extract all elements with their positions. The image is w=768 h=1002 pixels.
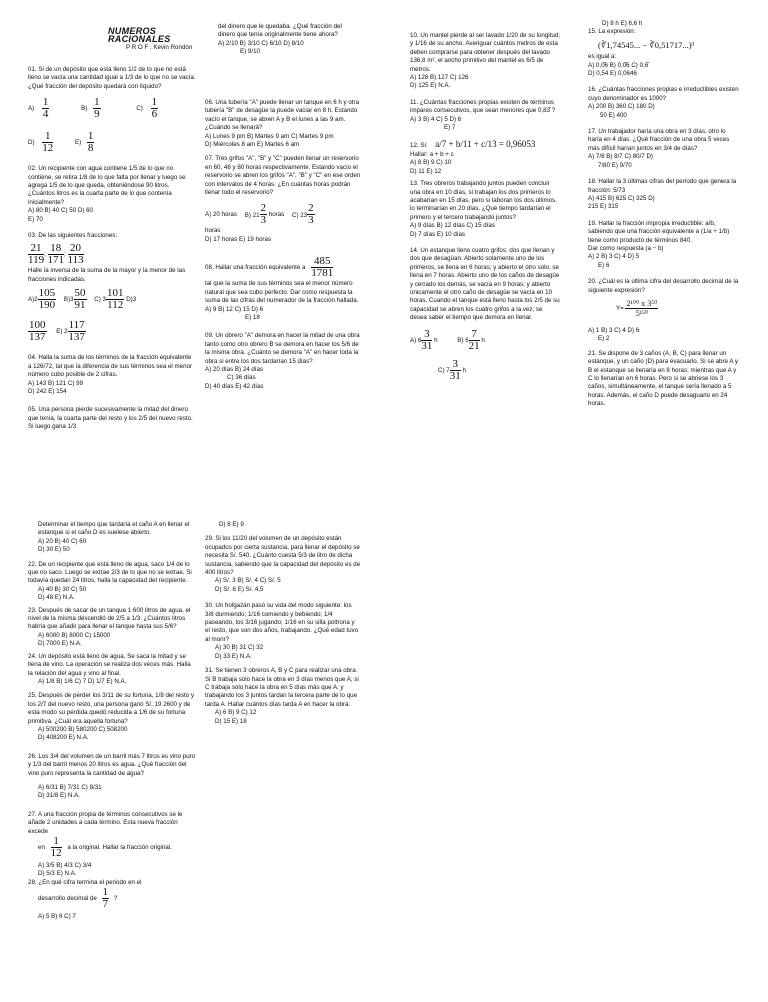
question-24: 24. Un depósito está lleno de agua. Se saca la mitad y se llena de vino. La operación se realiza dos veces más. Halla la relación del agua y vino al final. bbox=[28, 652, 191, 677]
q14-options-3: D) 8 h E) 6,6 h bbox=[602, 20, 643, 27]
q9-options-2: C) 36 días bbox=[227, 374, 256, 382]
q9-options: A) 20 días B) 24 días bbox=[205, 365, 264, 373]
q20-expression: Y= $\frac{\text{2¹⁰⁰ x 3⁵⁰}}{\text{5¹⁵⁰}}$ bbox=[616, 298, 658, 318]
q8-options: A) 9 B) 12 C) 15 D) 6 bbox=[205, 305, 264, 313]
q28-fraction: $\frac{1}{7}$ bbox=[102, 886, 109, 911]
q11-options-2: E) 7 bbox=[444, 124, 456, 132]
q1-fraction-a: $\frac{1}{4}$ bbox=[42, 96, 49, 121]
q26-options-2: D) 31/8 E) N.A. bbox=[38, 792, 80, 800]
q23-options: A) 6000 B) 8000 C) 15000 bbox=[38, 631, 111, 639]
q1-option-a: A) bbox=[28, 105, 35, 113]
q28-options: A) 5 B) 6 C) 7 bbox=[38, 913, 76, 921]
question-09: 09. Un obrero "A" demora en hacer la mitad de una obra tanto como otro obrero B se demora en hacer los 5/6 de la misma obra. ¿Cuánto se demora "A" en hacer toda la obra si entre los dos tardarían 15 días? bbox=[205, 332, 360, 365]
question-23: 23. Después de sacar de un tanque 1 600 litros de agua, el nivel de la misma descendió de 2/5 a 1/3. ¿Cuántos litros habría que añadir para llenar el tanque hasta sus 5/6? bbox=[28, 606, 191, 631]
q3-options-row-1: A)2 $\frac{105}{190}$ B)3 $\frac{50}{91}$ C) 3 $\frac{101}{112}$ D)3 bbox=[28, 287, 137, 312]
q22-options: A) 40 B) 30 C) 50 bbox=[38, 585, 87, 593]
q1-option-e: E) bbox=[75, 139, 82, 147]
q1-fraction-e: $\frac{1}{8}$ bbox=[87, 130, 94, 155]
q1-options-row-2 bbox=[28, 131, 196, 157]
question-01: 01. Si de un depósito que está lleno 1/2 de lo que no está lleno se vacía una cantidad igual a 1/3 de lo que no se vacía. ¿Qué fracción del depósito quedará con líquido? bbox=[28, 66, 196, 90]
q11-options: A) 3 B) 4 C) 5 D) 6 bbox=[410, 115, 462, 123]
q1-fraction-c: $\frac{1}{6}$ bbox=[151, 96, 158, 121]
q3-fraction-d: $\frac{100}{137}$ bbox=[29, 319, 46, 344]
q15-options: A) 0,0̂6 B) 0,0̂6 C) 0,6̂ bbox=[588, 61, 649, 69]
question-07: 07. Tres grifos "A", "B" y "C" pueden llenar un reservorio en 60, 48 y 80 horas respectivamente. Estando vacío el reservorio se abren los grifos "A", "B" y "C" en ese orden con intervalos de 4 horas. ¿En cuántas horas podrán llenar todo el reservorio? bbox=[205, 155, 361, 197]
q3-fraction-2: $\frac{18}{171}$ bbox=[47, 242, 65, 267]
q27-fraction-row: en $\frac{1}{12}$ a la original. Hallar la fracción original. bbox=[38, 835, 172, 859]
q21-options: A) 20 B) 40 C) 60 bbox=[38, 537, 87, 545]
question-05: 05. Una persona pierde sucesivamente la mitad del dinero que tenía, la cuarta parte del resto y los 2/5 del nuevo resto. Si luego gana 1/3 bbox=[28, 406, 193, 431]
question-10: 10. Un mantel pierde al ser lavado 1/20 de su longitud; y 1/16 de su ancho. Averiguar cuántos metros de esta deben comprarse para obtener después del lavado 136,8 m², el ancho primitivo del mantel es 6/5 de metros. bbox=[410, 32, 560, 73]
q23-options-2: D) 7000 E) N.A. bbox=[38, 640, 82, 648]
question-06: 06. Una tubería "A" puede llenar un tanque en 6 h y otra tubería "B" de desagüe la puede vaciar en 8 h. Estando vacío el tanque, se abren A y B el lunes a las 9 am. ¿Cuándo se llenará? bbox=[205, 99, 360, 132]
question-02: 02. Un recipiente con agua contiene 1/5 de lo que no contiene, se retira 1/8 de lo que falta por llenar y luego se agrega 1/5 de lo que queda, obteniéndose 90 litros. ¿Cuántos litros es la cuarta parte de lo que contenía inicialmente? bbox=[28, 165, 186, 206]
question-31: 31. Se tienen 3 obreros A, B y C para realizar una obra. Si B trabaja solo hace la obra en 3 días menos que A; si C trabaja solo hace la obra en 5 días más que A; y trabajando los 3 juntos tardan la tercera parte de lo que tarda A. Hallar cuántos días tarda A en hacer la obra. bbox=[205, 667, 359, 708]
q25-options-2: D) 408200 E) N.A. bbox=[38, 734, 89, 742]
q24-options: A) 1/8 B) 1/6 C) 7 D) 1/7 E) N.A. bbox=[38, 677, 127, 685]
question-27: 27. A una fracción propia de términos consecutivos se le añade 2 unidades a cada término. Esta nueva fracción excede bbox=[28, 810, 183, 835]
question-14: 14. Un estanque lleno cuatro grifos: dos que llenan y dos que desagüan. Abierto solamente uno de los primeros, se llena en 6 horas; y abierto el otro solo, se llena en 7 horas. Abierto uno de los caños de desagüe y cerrado los demás, se vacía en 9 horas; y abierto únicamente el otro caño de desagüe se vacía en 10 horas. Cuando el tanque está lleno hasta los 2/5 de su capacidad se abren los cuatro grifos a la vez; se desea saber el tiempo que demora en llenar. bbox=[410, 246, 560, 322]
question-12: 12. Si: a/7 + b/11 + c/13 = 0,96053 bbox=[410, 139, 536, 150]
q16-options: A) 200 B) 360 C) 180 D) bbox=[588, 103, 655, 111]
q19-text: Dar como respuesta (a − b) bbox=[588, 244, 664, 252]
question-16: 16. ¿Cuántas fracciones propias e irreductibles existen cuyo denominador es 1000? bbox=[588, 86, 739, 102]
question-19: 19. Hallar la fracción impropia irreductible: a/b, sabiendo que una fracción equivalente a (1/a + 1/b) tiene como producto de términos 840. bbox=[588, 219, 730, 244]
document-title-block bbox=[108, 27, 218, 52]
q19-options: A) 2 B) 3 C) 4 D) 5 bbox=[588, 253, 640, 261]
q3-fractions: $\frac{21}{119}$ ; $\frac{18}{171}$ ; $\frac{20}{113}$ bbox=[28, 242, 84, 267]
question-28: 28. ¿En qué cifra termina el periodo en el bbox=[28, 878, 142, 886]
q3-text: Halle la inversa de la suma de la mayor y la menor de las fracciones indicadas. bbox=[28, 267, 186, 283]
q7-options-row: A) 20 horas B) 21 $\frac{2}{3}$ horas C) 23 $\frac{2}{3}$ bbox=[205, 202, 314, 227]
question-08-row bbox=[205, 256, 361, 280]
question-26: 26. Los 3/4 del volumen de un barril más 7 litros es vino puro y 1/3 del barril menos 20 litros es agua. ¿Qué fracción del vino puro representa la cantidad de agua? bbox=[28, 752, 196, 777]
q8-fraction: $\frac{485}{1781}$ bbox=[311, 255, 334, 280]
q3-fraction-c: $\frac{101}{112}$ bbox=[106, 287, 124, 312]
q14-options-row-2: C) 7 $\frac{3}{31}$ h bbox=[438, 357, 466, 382]
question-20: 20. ¿Cuál es la última cifra del desarrollo decimal de la siguiente expresión? bbox=[588, 278, 739, 294]
q27-options: A) 3/5 B) 4/3 C) 3/4 bbox=[38, 862, 92, 869]
q8-options-2: E) 18 bbox=[245, 313, 260, 321]
q12-equation: a/7 + b/11 + c/13 = 0,96053 bbox=[435, 139, 536, 150]
q3-fraction-3: $\frac{20}{113}$ bbox=[67, 242, 84, 267]
question-03: 03. De las siguientes fracciones: bbox=[28, 232, 118, 240]
question-15: 15. La expresión: bbox=[588, 28, 636, 36]
q3-fraction-e: $\frac{117}{137}$ bbox=[68, 319, 85, 344]
continuation-text: del dinero que le quedaba. ¿Qué fracción del dinero que tenía originalmente tiene ahora? bbox=[218, 23, 342, 39]
q12-options: A) 8 B) 9 C) 10 bbox=[410, 159, 452, 167]
q1-option-b: B) bbox=[81, 105, 88, 113]
continuation-options: A) 2/10 B) 3/10 C) 6/10 D) 8/10 bbox=[218, 39, 304, 47]
column-5 bbox=[28, 521, 196, 922]
q3-fraction-b: $\frac{50}{91}$ bbox=[74, 287, 86, 312]
q1-option-c: C) bbox=[136, 105, 143, 113]
q12-text: Hallar: a + b + c bbox=[410, 150, 454, 158]
q14-options-row-1: A) 6 $\frac{3}{31}$ h B) 6 $\frac{7}{21}$ h bbox=[410, 327, 485, 352]
q3-fraction-1: $\frac{21}{119}$ bbox=[28, 242, 45, 267]
question-25: 25. Después de perder los 3/11 de su fortuna, 1/8 del resto y los 2/7 del nuevo resto, una persona ganó S/. 19 2600 y de esta modo su pérdida quedó reducida a 1/6 de su fortuna primitiva. ¿Cuál era aquella fortuna? bbox=[28, 692, 195, 725]
q13-options-2: D) 7 días E) 10 días bbox=[410, 230, 466, 238]
q7-fraction-b: $\frac{2}{3}$ bbox=[260, 202, 267, 227]
q14-fraction-a: $\frac{3}{31}$ bbox=[421, 327, 433, 352]
q6-options-2: D) Miércoles 8 am E) Martes 6 am bbox=[205, 141, 300, 149]
question-21: 21. Se dispone de 3 caños (A, B, C) para llenar un estanque, y un caño (D) para evacuarlo. Si se abre A y B el estanque se llenaría en 8 horas; mientras que A y C lo llenarían en 6 horas. Pero si se abriese los 3 caños, simultáneamente, el tanque sería llenado a 5 horas. Además, el caño D puede desaguarlo en 24 horas. bbox=[588, 349, 738, 408]
q18-options: A) 415 B) 625 C) 325 D) bbox=[588, 194, 655, 202]
q31-options-2: D) 15 E) 18 bbox=[215, 717, 247, 725]
q21-continuation: Determinar el tiempo que tardaría el caño A en llenar el estanque si el caño D es suelese abierto. bbox=[38, 521, 190, 537]
q18-options-2: 215 E) 315 bbox=[588, 203, 619, 211]
question-11: 11. ¿Cuántas fracciones propias existen de términos impares consecutivos, que sean menores que 0,83̂ ? bbox=[410, 98, 556, 115]
q4-options-2: D) 242 E) 154 bbox=[28, 387, 67, 395]
q29-options: A) S/. 3 B) S/. 4 C) S/. 5 bbox=[215, 577, 281, 585]
q29-options-2: D) S/. 6 E) S/. 4,5 bbox=[215, 585, 264, 593]
q20-options: A) 1 B) 3 C) 4 D) 6 bbox=[588, 326, 640, 334]
q1-fraction-b: $\frac{1}{9}$ bbox=[94, 96, 100, 121]
q26-options: A) 6/31 B) 7/31 C) 8/31 bbox=[38, 783, 102, 791]
q14-fraction-c: $\frac{3}{31}$ bbox=[449, 357, 461, 382]
q7-options-2: D) 17 horas E) 19 horas bbox=[205, 235, 272, 243]
q3-options-row-2: $\frac{100}{137}$ E) 2 $\frac{117}{137}$ bbox=[29, 319, 85, 344]
q15-text: es igual a: bbox=[588, 53, 617, 61]
q27-fraction: $\frac{1}{12}$ bbox=[50, 835, 62, 859]
author: P R O F . Kevin Rondón bbox=[126, 43, 193, 51]
q10-options-2: D) 125 E) N.A. bbox=[410, 82, 451, 90]
question-08: 08. Hallar una fracción equivalente a bbox=[205, 264, 306, 272]
q15-options-2: D) 0,54 E) 0,0646 bbox=[588, 70, 637, 78]
question-30: 30. Un holgazán pasó su vida del modo siguiente: los 3/8 durmiendo; 1/16 comiendo y bebiendo; 1/4 paseando, los 3/16 jugando; 1/16 en su silla poltrona y el resto, que son dos años, trabajando. ¿Qué edad tuvo al morir? bbox=[205, 602, 359, 643]
column-1 bbox=[28, 66, 196, 432]
q20-options-2: E) 2 bbox=[598, 335, 610, 343]
q1-options-row-1 bbox=[28, 97, 196, 123]
q3-fraction-a: $\frac{105}{190}$ bbox=[38, 287, 56, 312]
question-22: 22. De un recipiente que está lleno de agua, saco 1/4 de lo que no saco. Luego se extrae 2/3 de lo que no se extrae. Si todavía quedan 24 litros, halla la capacidad del recipiente. bbox=[28, 560, 192, 585]
q25-options: A) 500200 B) 580200 C) 508200 bbox=[38, 725, 128, 733]
q14-fraction-b: $\frac{7}{21}$ bbox=[468, 327, 480, 352]
q28-fraction-row: desarrollo decimal de $\frac{1}{7}$ ? bbox=[38, 886, 118, 911]
continuation-options-2: E) 9/10 bbox=[240, 48, 260, 56]
q12-options-2: D) 11 E) 12 bbox=[410, 167, 442, 175]
q28-options-2: D) 8 E) 9 bbox=[219, 521, 244, 528]
q8-text: tal que la suma de sus términos sea el menor número natural que sea cubo perfecto. Dar como respuesta la suma de las cifras del numerador de la fracción hallada. bbox=[205, 280, 359, 305]
q22-options-2: D) 48 E) N.A. bbox=[38, 594, 75, 602]
q21-options-2: D) 30 E) 50 bbox=[38, 546, 70, 554]
question-17: 17. Un trabajador haría una obra en 3 días, otro lo haría en 4 días. ¿Qué fracción de una obra 5 veces más difícil harían juntos en 3/4 de días? bbox=[588, 128, 730, 152]
q7-fraction-c: $\frac{2}{3}$ bbox=[308, 202, 314, 227]
question-18: 18. Hallar la 3 últimas cifras del período que genera la fracción: 5/73 bbox=[588, 178, 737, 194]
q30-options-2: D) 33 E) N.A. bbox=[215, 652, 252, 660]
q16-options-2: 50 E) 400 bbox=[600, 111, 627, 119]
question-04: 04. Halla la suma de los términos de la fracción equivalente a 126/72, tal que la diferencia de sus términos sea el menor número cubo posible de 2 cifras. bbox=[28, 354, 193, 379]
q17-options: A) 7/8 B) 8/7 C) 80/7 D) bbox=[588, 153, 653, 161]
q7-c-unit: horas bbox=[205, 227, 221, 235]
question-13: 13. Tres obreros trabajando juntos pueden concluir una obra en 10 días, si trabajan los dos primeros lo acabarían en 15 días, pero si laboran los dos últimos, lo terminarían en 20 días. ¿Qué tiempo tardarían el primero y el tercero trabajando juntos? bbox=[410, 180, 557, 221]
q30-options: A) 30 B) 31 C) 32 bbox=[215, 644, 264, 652]
q13-options: A) 9 días B) 12 días C) 15 días bbox=[410, 222, 495, 230]
q2-options: A) 80 B) 40 C) 50 D) 60 bbox=[28, 207, 93, 215]
q27-options-2: D) 5/3 E) N.A. bbox=[38, 870, 77, 878]
q31-options: A) 6 B) 9 C) 12 bbox=[215, 709, 257, 717]
q17-options-2: 7/80 E) 9/70 bbox=[598, 161, 632, 169]
column-4 bbox=[588, 20, 740, 409]
q19-options-2: E) 6 bbox=[598, 261, 610, 269]
q6-options: A) Lunes 9 pm B) Martes 9 am C) Martes 9 pm bbox=[205, 132, 334, 140]
q1-fraction-d: $\frac{1}{12}$ bbox=[42, 130, 54, 155]
column-6 bbox=[205, 521, 361, 726]
q1-option-d: D) bbox=[28, 139, 35, 147]
q15-expression: (∛1,74545... − ∛0,51717...)³ bbox=[598, 39, 695, 50]
q9-options-3: D) 40 días E) 42 días bbox=[205, 382, 264, 390]
q10-options: A) 128 B) 127 C) 126 bbox=[410, 74, 469, 82]
q20-fraction: $\frac{\text{2¹⁰⁰ x 3⁵⁰}}{\text{5¹⁵⁰}}$ bbox=[626, 298, 658, 318]
q4-options: A) 143 B) 121 C) 99 bbox=[28, 379, 84, 387]
column-3 bbox=[410, 32, 560, 383]
q2-options-2: E) 70 bbox=[28, 215, 43, 223]
column-2 bbox=[205, 99, 361, 391]
document-title: NUMEROS RACIONALES bbox=[108, 26, 171, 45]
question-29: 29. Si los 11/20 del volumen de un depósito están ocupados por cierta sustancia, para llenar el depósito se necesita S/. 540. ¿Cuánto cuesta 5/3 de litro de dicha sustancia, sabiendo que la capacidad del depósito es de 400 litros? bbox=[205, 535, 361, 577]
continuation-top bbox=[218, 23, 354, 57]
